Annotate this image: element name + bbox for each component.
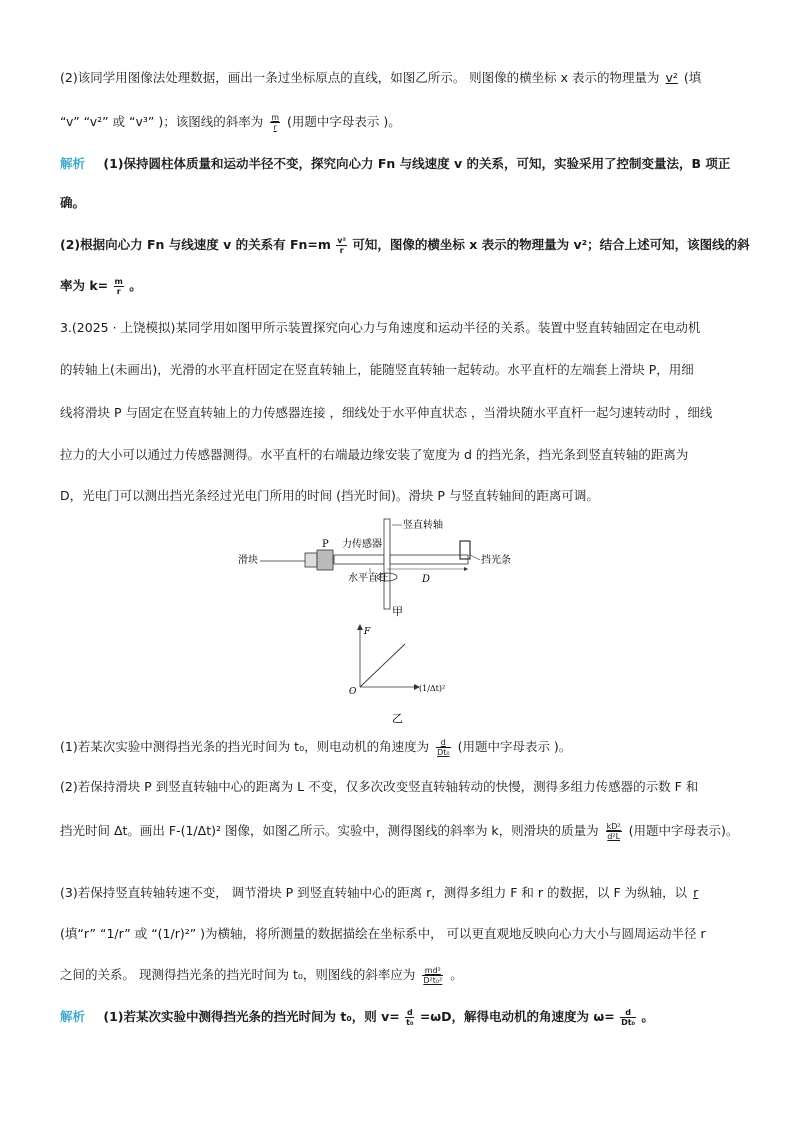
question-3-part-3-cont2: 之间的关系。 现测得挡光条的挡光时间为 t₀，则图线的斜率应为 $\frac{\text{md²}}{\text{D²t₀²}}$ 。	[60, 966, 463, 985]
answer-fraction: $\frac{m}{r}$	[271, 113, 280, 132]
analysis-q3-1: 解析 (1)若某次实验中测得挡光条的挡光时间为 t₀，则 v= $\frac{d}{\text{t₀}}$ =ωD，解得电动机的角速度为 ω= $\frac{d}{\text{Dt₀}}$ 。	[60, 1008, 654, 1027]
analysis-2: (2)根据向心力 Fn 与线速度 v 的关系有 Fn=m $\frac{\text{v²}}{r}$ 可知，图像的横坐标 x 表示的物理量为 v²；结合上述可知，该图线的斜	[60, 236, 750, 255]
question-3-part-2: (2)若保持滑块 P 到竖直转轴中心的距离为 L 不变，仅多次改变竖直转轴转动的快慢，测得多组力传感器的示数 F 和	[60, 779, 699, 794]
y-axis-label: F	[364, 627, 371, 637]
label-sensor: 力传感器	[342, 539, 382, 550]
analysis-tag: 解析	[60, 156, 86, 171]
label-slider: 滑块	[238, 555, 258, 566]
question-3-line-2: 的转轴上(未画出)，光滑的水平直杆固定在竖直转轴上，能随竖直转轴一起转动。水平直杆的左端套上滑块 P，用细	[60, 362, 694, 377]
slider-block	[305, 553, 317, 567]
question-3-line-3: 线将滑块 P 与固定在竖直转轴上的力传感器连接 ，细线处于水平伸直状态 ，当滑块随水平直杆一起匀速转动时 ，细线	[60, 405, 713, 420]
label-rod: 水平直杆	[348, 573, 388, 584]
vertical-axis	[384, 519, 390, 609]
question-3-part-3-cont: (填“r” “1/r” 或 “(1/r)²” )为横轴，将所测量的数据描绘在坐标系中， 可以更直观地反映向心力大小与圆周运动半径 r	[60, 926, 706, 941]
answer-fraction: $\frac{\text{kD²}}{\text{d²L}}$	[606, 822, 621, 841]
x-axis-label: (1/Δt)²	[419, 684, 446, 693]
question-part-2-cont: “v” “v²” 或 “v³” )；该图线的斜率为 $\frac{m}{r}$ (用题中字母表示 )。	[60, 113, 401, 132]
answer-fraction: $\frac{d}{\text{Dt₀}}$	[437, 738, 450, 757]
analysis-1-cont: 确。	[60, 195, 86, 210]
graph-line	[360, 644, 405, 687]
f-vs-graph	[340, 622, 450, 727]
rod-right	[390, 555, 468, 564]
answer-blank: r	[693, 885, 699, 900]
figure2-caption: 乙	[392, 712, 403, 725]
slider-p	[317, 550, 333, 570]
question-3-part-3: (3)若保持竖直转轴转速不变， 调节滑块 P 到竖直转轴中心的距离 r，测得多组力 F 和 r 的数据，以 F 为纵轴，以 r	[60, 885, 699, 900]
origin-label: O	[349, 687, 357, 697]
question-part-2: (2)该同学用图像法处理数据，画出一条过坐标原点的直线，如图乙所示。 则图像的横坐标 x 表示的物理量为 v² (填	[60, 70, 702, 85]
label-bar: 挡光条	[481, 555, 511, 566]
question-3-part-2-cont: 挡光时间 Δt。画出 F-(1/Δt)² 图像，如图乙所示。实验中，测得图线的斜率为 k，则滑块的质量为 $\frac{\text{kD²}}{\text{d²L}}$ (用题中字母表示)。	[60, 822, 739, 841]
analysis-tag: 解析	[60, 1009, 86, 1024]
figure1-caption: 甲	[392, 605, 403, 618]
answer-blank: v²	[665, 70, 678, 85]
answer-fraction: $\frac{\text{md²}}{\text{D²t₀²}}$	[423, 966, 443, 985]
apparatus-diagram	[238, 515, 540, 625]
analysis-2-cont: 率为 k= $\frac{m}{r}$ 。	[60, 277, 142, 296]
label-p: P	[322, 539, 329, 550]
question-3-part-1: (1)若某次实验中测得挡光条的挡光时间为 t₀，则电动机的角速度为 $\frac{d}{\text{Dt₀}}$ (用题中字母表示 )。	[60, 738, 572, 757]
question-3-line-5: D，光电门可以测出挡光条经过光电门所用的时间 (挡光时间)。滑块 P 与竖直转轴间的距离可调。	[60, 488, 599, 503]
formula-fraction: $\frac{\text{v²}}{r}$	[337, 236, 346, 255]
formula-fraction: $\frac{d}{\text{t₀}}$	[406, 1008, 414, 1027]
rod-left	[334, 555, 384, 564]
label-axis: 竖直转轴	[403, 520, 443, 531]
question-3-line-4: 拉力的大小可以通过力传感器测得。水平直杆的右端最边缘安装了宽度为 d 的挡光条，挡光条到竖直转轴的距离为	[60, 447, 689, 462]
question-3-line-1: 3.(2025 · 上饶模拟)某同学用如图甲所示装置探究向心力与角速度和运动半径的关系。装置中竖直转轴固定在电动机	[60, 320, 701, 335]
label-distance: D	[422, 574, 431, 585]
analysis-1: 解析 (1)保持圆柱体质量和运动半径不变，探究向心力 Fn 与线速度 v 的关系，可知，实验采用了控制变量法，B 项正	[60, 156, 731, 171]
formula-fraction: $\frac{m}{r}$	[114, 277, 123, 296]
formula-fraction: $\frac{d}{\text{Dt₀}}$	[621, 1008, 636, 1027]
